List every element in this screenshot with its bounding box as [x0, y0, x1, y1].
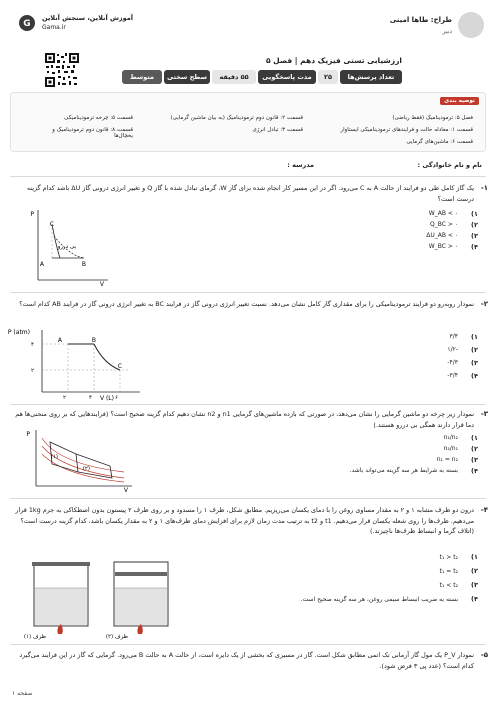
option-row[interactable]: ۲) Q_BC > ۰ — [430, 220, 478, 229]
question-2-number: ۲- — [480, 300, 488, 308]
option-row[interactable]: ۳) ΔU_AB < ۰ — [426, 231, 478, 240]
topics-tag: توصیه بندی — [440, 97, 479, 105]
q1-xlabel: V — [99, 281, 104, 288]
topic-item: قسمت ۵: چرخه ترمودینامیکی — [64, 115, 133, 121]
qr-code — [44, 52, 80, 88]
q1-curve-label: بی دررو — [57, 244, 76, 250]
option-row[interactable]: ۳) n₁ = n₂ — [436, 455, 478, 464]
option-row[interactable]: ۱) W_AB < ۰ — [428, 209, 478, 218]
test-title: ارزشیابی تستی فیزیک دهم | فصل ۵ — [265, 56, 402, 65]
q1-point-b: B — [81, 261, 86, 268]
q4-container-2-label: ظرف (۲) — [105, 634, 128, 640]
author-avatar — [458, 12, 484, 38]
question-3-options — [350, 432, 478, 476]
option-text: n₂/n₁ — [443, 445, 458, 452]
question-4-text: درون دو ظرف مشابه ۱ و ۲ به مقدار مساوی روغن را با دمای یکسان می‌ریزیم. مطابق شکل، ظرف ۱ را مسدود و بر روی ظرف ۲ پیستون بدون اصطکاکی به جرم 1kg قرار می‌دهیم. ظرف‌ها را روی شعله یکسان قرار می‌دهیم. t1 و t2 به ترتیب مدت زمان لازم برای افزایش دمای ظرف‌های ۱ و ۲ به مقدار یکسان باشد، کدام گزینه درست است؟ (اتلاف گرما و انبساط ظرف‌ها ناچیزند.) — [15, 506, 474, 535]
q1-point-a: A — [39, 261, 44, 268]
q3-cycle-1: (۱) — [50, 454, 58, 460]
option-text: ۴/۳- — [447, 359, 458, 366]
student-name-label: نام و نام خانوادگی : — [417, 161, 482, 169]
topic-item: قسمت ۱: معادله حالت و فرایندهای ترمودینامیکی ایستاوار — [340, 127, 473, 133]
option-text: ۳/۴- — [447, 372, 458, 379]
question-2-options — [447, 330, 478, 382]
svg-text:G: G — [23, 19, 31, 29]
q3-ylabel: P — [26, 431, 30, 438]
author-name: طراح: طاها امینی — [389, 16, 452, 24]
question-5-number: ۵- — [480, 651, 488, 659]
q2-xtick: ۶ — [115, 395, 118, 401]
brand-text — [42, 14, 133, 31]
option-row[interactable]: ۲) -۱/۲ — [447, 345, 478, 354]
q2-point-b: B — [91, 337, 96, 344]
question-4-number: ۴- — [480, 506, 488, 514]
topic-item: قسمت ۶: ماشین‌های گرمایی — [406, 139, 473, 145]
option-row[interactable]: ۱) t₁ > t₂ — [439, 553, 478, 561]
topic-item: قسمت ۲: قانون دوم ترمودینامیک (به بیان ماشین گرمایی) — [170, 115, 303, 121]
question-1-chart — [32, 206, 112, 286]
divider — [10, 176, 486, 177]
option-row[interactable]: ۳) ۴/۳- — [447, 358, 478, 367]
brand-line1: آموزش آنلاین، سنجش آنلاین — [42, 14, 134, 22]
option-row[interactable]: ۱) ۳/۴ — [449, 332, 478, 341]
question-1-text: یک گاز کامل طی دو فرایند از حالت A به C می‌رود. اگر در این مسیر کار انجام شده برای گاز W، گرمای تبادل شده با گاز Q و تغییر انرژی درونی گاز ΔU باشد کدام گزینه درست است؟ — [26, 184, 474, 203]
option-text: t₁ < t₂ — [439, 581, 458, 589]
brand-logo — [18, 14, 38, 32]
topics-row-1 — [33, 115, 473, 121]
q1-point-c: C — [49, 221, 54, 228]
stats-bar — [106, 70, 402, 84]
option-text: W_AB < ۰ — [428, 210, 458, 217]
divider — [10, 644, 486, 645]
question-1-number: ۱- — [480, 184, 488, 192]
question-3-text: نمودار زیر چرخه دو ماشین گرمایی را نشان می‌دهد، در صورتی که بازده ماشین‌های گرمایی n1 و n2 نشان دهیم کدام گزینه صحیح است؟ (فرایندهایی که بر روی منحنی‌ها هم دما قرار دارند همگی بی دررو هستند.) — [15, 410, 474, 429]
topics-row-3 — [33, 139, 473, 145]
author-role: دبیر — [442, 28, 452, 35]
question-3-number: ۳- — [480, 410, 488, 418]
option-row[interactable]: ۴) ۳/۴- — [447, 371, 478, 380]
duration-label: مدت پاسخگویی — [258, 70, 316, 84]
option-row[interactable]: ۱) n₁/n₂ — [443, 433, 478, 442]
header — [10, 8, 486, 88]
divider — [10, 404, 486, 405]
question-5-text: نمودار P_V یک مول گاز آرمانی تک اتمی مطابق شکل است. گاز در مسیری که بخشی از یک دایره است، از حالت A به حالت B می‌رود. گرمایی که گاز در این فرایند می‌گیرد کدام است؟ (عدد پی ۳ فرض شود). — [19, 651, 474, 670]
question-4-figure — [23, 552, 178, 640]
option-text: n₁ = n₂ — [436, 456, 458, 463]
topic-item: فصل ۵: ترمودینامیک (فقط ریاضی) — [392, 115, 473, 121]
option-text: بسته به شرایط هر سه گزینه می‌تواند باشد. — [349, 467, 458, 474]
brand-line2: Gama.ir — [42, 24, 66, 31]
option-text: t₁ > t₂ — [439, 553, 458, 561]
option-text: n₁/n₂ — [443, 434, 458, 441]
q3-xlabel: V — [123, 487, 128, 494]
option-row[interactable]: ۴) بسته به شرایط هر سه گزینه می‌تواند باشد. — [349, 466, 478, 475]
question-1-options — [426, 208, 478, 252]
level-value: متوسط — [122, 70, 162, 84]
option-text: ۳/۴ — [449, 333, 458, 340]
option-row[interactable]: ۴) W_BC > ۰ — [428, 242, 478, 251]
q2-point-a: A — [57, 337, 62, 344]
duration-value: ۵۵ دقیقه — [212, 70, 256, 84]
option-text: t₁ = t₂ — [439, 567, 458, 575]
q2-ytick: ۴ — [31, 342, 34, 348]
q2-ytick: ۲ — [31, 368, 34, 374]
option-row[interactable]: ۲) t₁ = t₂ — [439, 567, 478, 575]
option-text: بسته به ضریب انبساط سیمی روغن، هر سه گزینه صحیح است. — [300, 595, 458, 603]
q4-container-1-label: ظرف (۱) — [23, 634, 46, 640]
school-label: مدرسه : — [287, 161, 314, 169]
q2-xlabel: V (L) — [99, 395, 114, 402]
option-row[interactable]: ۳) t₁ < t₂ — [439, 581, 478, 589]
topics-row-2 — [33, 127, 473, 139]
divider — [10, 292, 486, 293]
q3-cycle-2: (۲) — [82, 466, 90, 472]
q2-point-c: C — [117, 363, 122, 370]
topic-item: قسمت ۸: قانون دوم ترمودینامیک و یخچال‌ها — [52, 127, 133, 139]
level-label: سطح سختی — [164, 70, 210, 84]
count-value: ۲۵ — [318, 70, 338, 84]
question-3-chart — [28, 428, 138, 492]
option-text: W_BC > ۰ — [428, 243, 458, 250]
question-2-chart — [7, 326, 148, 402]
option-text: ΔU_AB < ۰ — [426, 232, 458, 239]
topics-box — [10, 92, 486, 152]
q1-ylabel: P — [30, 211, 34, 218]
divider — [10, 498, 486, 499]
option-row[interactable]: ۲) n₂/n₁ — [443, 444, 478, 453]
q2-xtick: ۲ — [63, 395, 66, 401]
count-label: تعداد پرسش‌ها — [340, 70, 402, 84]
question-2-text: نمودار روبه‌رو دو فرایند ترمودینامیکی را برای مقداری گاز کامل نشان می‌دهد. نسبت تغییر انرژی درونی گاز در فرایند BC به تغییر انرژی درونی گاز در فرایند AB کدام است؟ — [19, 300, 474, 308]
topic-item: قسمت ۳: تبادل انرژی — [252, 127, 303, 133]
question-4-options — [301, 550, 478, 606]
q2-xtick: ۴ — [89, 395, 92, 401]
q2-ylabel: P (atm) — [7, 329, 30, 336]
option-text: Q_BC > ۰ — [430, 221, 458, 228]
option-text: -۱/۲ — [447, 346, 458, 353]
option-row[interactable]: ۴) بسته به ضریب انبساط سیمی روغن، هر سه گزینه صحیح است. — [300, 595, 478, 603]
page-number: صفحه ۱ — [12, 690, 33, 697]
